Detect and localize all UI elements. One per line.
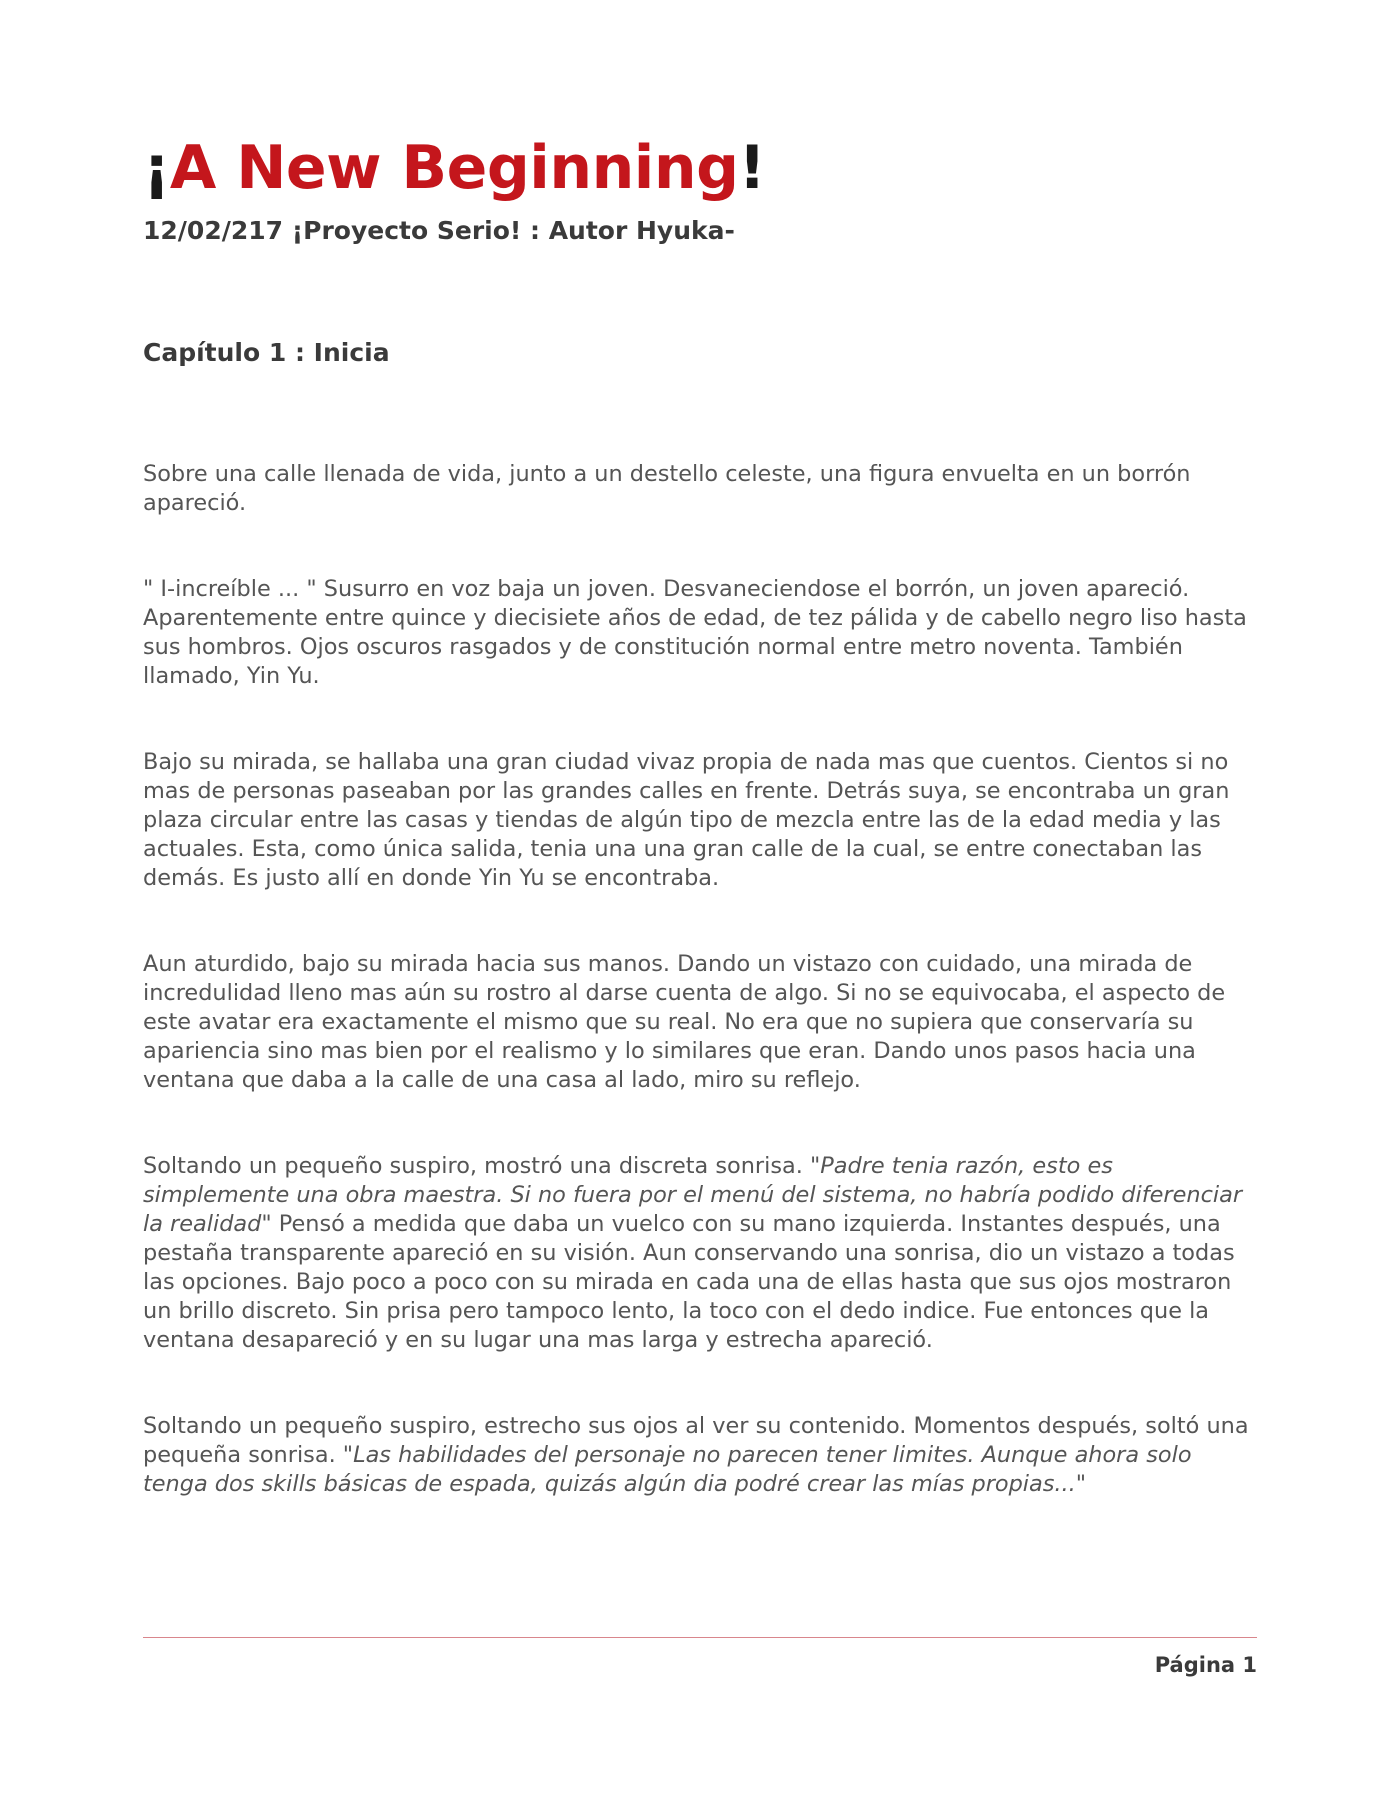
chapter-body bbox=[143, 460, 1258, 1556]
document-subtitle: 12/02/217 ¡Proyecto Serio! : Autor Hyuka- bbox=[143, 216, 735, 245]
paragraph-2: " I-increíble ... " Susurro en voz baja un joven. Desvaneciendose el borrón, un joven apareció. Aparentemente entre quince y diecisiete años de edad, de tez pálida y de cabello negro liso hasta sus hombros. Ojos oscuros rasgados y de constitución normal entre metro noventa. También llamado, Yin Yu. bbox=[143, 576, 1247, 689]
paragraph-6-thought: Las habilidades del personaje no parecen tener limites. Aunque ahora solo tenga dos skills básicas de espada, quizás algún dia podré crear las mías propias... bbox=[143, 1442, 1192, 1497]
title-exclamation: ! bbox=[738, 133, 766, 203]
paragraph-5 bbox=[143, 1152, 1258, 1355]
page-number: Página 1 bbox=[1154, 1653, 1257, 1677]
footer-divider bbox=[143, 1637, 1257, 1638]
document-title bbox=[143, 128, 765, 208]
paragraph-1: Sobre una calle llenada de vida, junto a un destello celeste, una figura envuelta en un borrón apareció. bbox=[143, 461, 1191, 516]
chapter-heading: Capítulo 1 : Inicia bbox=[143, 338, 390, 367]
paragraph-5-lead: Soltando un pequeño suspiro, mostró una discreta sonrisa. " bbox=[143, 1153, 821, 1179]
title-text: A New Beginning bbox=[169, 133, 739, 203]
title-inverted-exclamation: ¡ bbox=[143, 133, 170, 203]
paragraph-5-thought: Padre tenia razón, esto es simplemente una obra maestra. Si no fuera por el menú del sistema, no habría podido diferenciar la realidad bbox=[143, 1153, 1243, 1237]
paragraph-6-tail: " bbox=[1075, 1471, 1087, 1497]
paragraph-4: Aun aturdido, bajo su mirada hacia sus manos. Dando un vistazo con cuidado, una mirada de incredulidad lleno mas aún su rostro al darse cuenta de algo. Si no se equivocaba, el aspecto de este avatar era exactamente el mismo que su real. No era que no supiera que conservaría su apariencia sino mas bien por el realismo y lo similares que eran. Dando unos pasos hacia una ventana que daba a la calle de una casa al lado, miro su reflejo. bbox=[143, 951, 1226, 1093]
paragraph-5-tail: " Pensó a medida que daba un vuelco con su mano izquierda. Instantes después, una pestaña transparente apareció en su visión. Aun conservando una sonrisa, dio un vistazo a todas las opciones. Bajo poco a poco con su mirada en cada una de ellas hasta que sus ojos mostraron un brillo discreto. Sin prisa pero tampoco lento, la toco con el dedo indice. Fue entonces que la ventana desapareció y en su lugar una mas larga y estrecha apareció. bbox=[143, 1211, 1235, 1353]
paragraph-6 bbox=[143, 1412, 1258, 1499]
paragraph-6-lead: Soltando un pequeño suspiro, estrecho sus ojos al ver su contenido. Momentos después, soltó una pequeña sonrisa. " bbox=[143, 1413, 1249, 1468]
paragraph-3: Bajo su mirada, se hallaba una gran ciudad vivaz propia de nada mas que cuentos. Cientos si no mas de personas paseaban por las grandes calles en frente. Detrás suya, se encontraba un gran plaza circular entre las casas y tiendas de algún tipo de mezcla entre las de la edad media y las actuales. Esta, como única salida, tenia una una gran calle de la cual, se entre conectaban las demás. Es justo allí en donde Yin Yu se encontraba. bbox=[143, 749, 1230, 891]
